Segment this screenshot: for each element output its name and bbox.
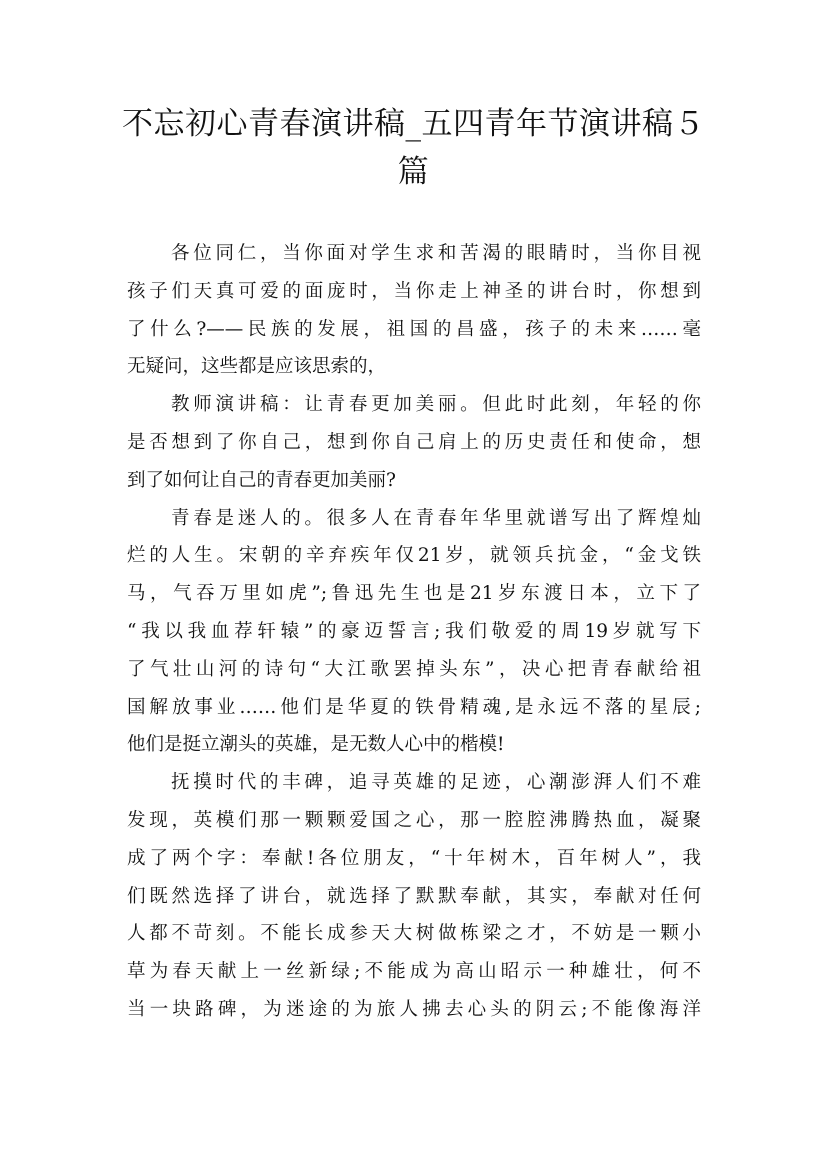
text-line: 教师演讲稿：让青春更加美丽。但此时此刻，年轻的你 xyxy=(171,394,701,416)
text-line: 烂的人生。宋朝的辛弃疾年仅21岁，就领兵抗金，“金戈铁 xyxy=(127,545,701,567)
title-line: 篇 xyxy=(397,154,430,190)
text-line: 发现，英模们那一颗颗爱国之心，那一腔腔沸腾热血，凝聚 xyxy=(127,809,701,831)
text-line: 马，气吞万里如虎”;鲁迅先生也是21岁东渡日本，立下了 xyxy=(127,583,701,605)
text-line: 国解放事业……他们是华夏的铁骨精魂,是永远不落的星辰; xyxy=(127,696,701,718)
text-line: 各位同仁，当你面对学生求和苦渴的眼睛时，当你目视 xyxy=(171,243,701,264)
text-line: 当一块路碑，为迷途的为旅人拂去心头的阴云;不能像海洋 xyxy=(127,998,701,1020)
paragraph xyxy=(127,386,701,499)
text-line: 孩子们天真可爱的面庞时，当你走上神圣的讲台时，你想到 xyxy=(127,280,701,302)
document-body xyxy=(127,235,701,1029)
text-line: 是否想到了你自己，想到你自己肩上的历史责任和使命，想 xyxy=(127,431,701,453)
text-line: 草为春天献上一丝新绿;不能成为高山昭示一种雄壮，何不 xyxy=(127,961,701,983)
text-line: 们既然选择了讲台，就选择了默默奉献，其实，奉献对任何 xyxy=(127,885,701,907)
text-line: 人都不苛刻。不能长成参天大树做栋梁之才，不妨是一颗小 xyxy=(127,923,701,945)
document-title xyxy=(110,100,717,196)
text-line: 成了两个字：奉献!各位朋友，“十年树木，百年树人”，我 xyxy=(127,847,701,869)
text-line: 无疑问，这些都是应该思索的， xyxy=(127,356,387,378)
text-line: 了气壮山河的诗句“大江歌罢掉头东”，决心把青春献给祖 xyxy=(127,658,701,680)
text-line: 抚摸时代的丰碑，追寻英雄的足迹，心潮澎湃人们不难 xyxy=(171,772,701,794)
paragraph xyxy=(127,500,701,765)
text-line: 青春是迷人的。很多人在青春年华里就谱写出了辉煌灿 xyxy=(171,507,701,529)
text-line: 到了如何让自己的青春更加美丽? xyxy=(127,469,396,491)
text-line: 了什么?——民族的发展，祖国的昌盛，孩子的未来……毫 xyxy=(127,318,701,340)
title-line: 不忘初心青春演讲稿_五四青年节演讲稿５ xyxy=(122,106,705,142)
paragraph xyxy=(127,235,701,386)
text-line: “我以我血荐轩辕”的豪迈誓言;我们敬爱的周19岁就写下 xyxy=(127,620,701,642)
paragraph xyxy=(127,764,701,1029)
text-line: 他们是挺立潮头的英雄，是无数人心中的楷模! xyxy=(127,734,505,756)
